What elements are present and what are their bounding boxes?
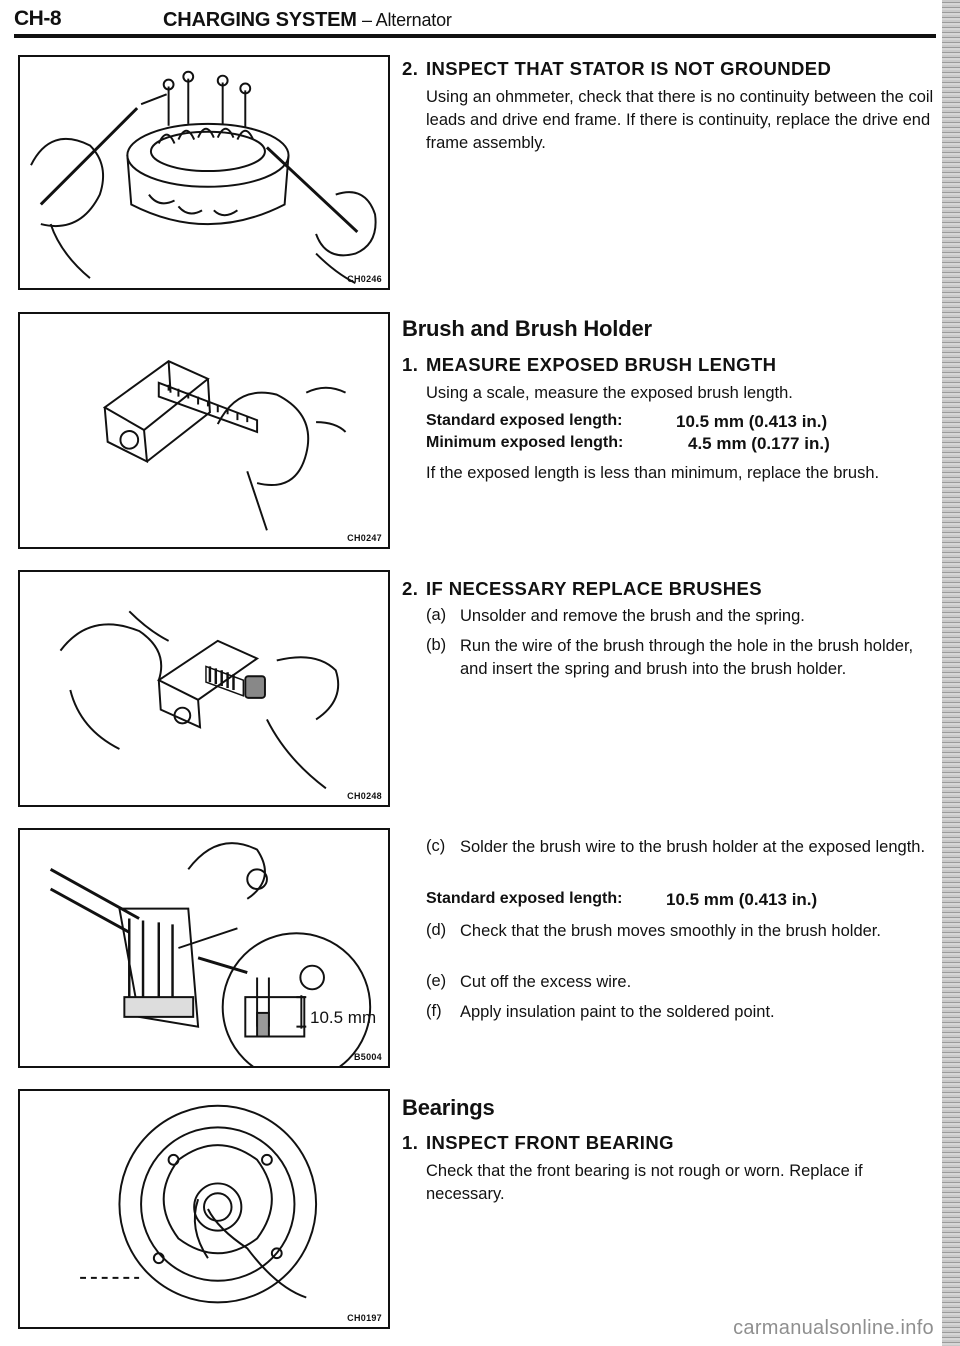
stator-step — [402, 58, 942, 168]
substep-e-text: Cut off the excess wire. — [460, 973, 632, 991]
figure-code-2: CH0247 — [347, 533, 382, 543]
stator-step-body: Using an ohmmeter, check that there is no continuity between the coil leads and drive end frame. If there is continuity, replace the drive end frame assembly. — [426, 88, 934, 152]
brush-step-1-body: Using a scale, measure the exposed brush length. — [426, 384, 793, 402]
substep-a-label: (a) — [426, 606, 447, 624]
figure-replace-brush — [18, 570, 390, 807]
spec-minimum-value: 4.5 mm (0.177 in.) — [688, 434, 830, 453]
spec-standard-label: Standard exposed length: — [426, 412, 623, 429]
brush-step-1-title: MEASURE EXPOSED BRUSH LENGTH — [426, 354, 777, 375]
bearing-step-title: INSPECT FRONT BEARING — [426, 1132, 674, 1153]
scan-edge — [942, 0, 960, 1346]
page-code: CH-8 — [14, 7, 62, 30]
substep-a-text: Unsolder and remove the brush and the spring. — [460, 607, 805, 625]
figure-measure-brush — [18, 312, 390, 549]
figure-code-4: B5004 — [353, 1052, 382, 1062]
bearing-step-number: 1. — [402, 1132, 419, 1153]
dimension-label: 10.5 mm — [310, 1008, 377, 1027]
spec-standard-value: 10.5 mm (0.413 in.) — [676, 412, 828, 431]
brush-step-1-note: If the exposed length is less than minimum, replace the brush. — [426, 464, 880, 482]
header-title-main: CHARGING SYSTEM — [163, 9, 357, 31]
bearing-illustration — [20, 1091, 388, 1327]
brush-measure-illustration — [20, 314, 388, 547]
brush-step-2-title: IF NECESSARY REPLACE BRUSHES — [426, 578, 763, 599]
substep-f-label: (f) — [426, 1002, 442, 1020]
brush-step-2-continued — [402, 836, 942, 1056]
watermark: carmanualsonline.info — [733, 1317, 934, 1339]
spec-solder-value: 10.5 mm (0.413 in.) — [666, 890, 818, 909]
substep-c-label: (c) — [426, 837, 446, 855]
brush-step-2 — [402, 578, 942, 708]
figure-stator-check — [18, 55, 390, 290]
substep-c-text: Solder the brush wire to the brush holder at the exposed length. — [460, 838, 926, 856]
substep-b-label: (b) — [426, 636, 447, 654]
stator-illustration — [20, 57, 388, 288]
header-title — [163, 9, 452, 32]
figure-code-5: CH0197 — [347, 1313, 382, 1323]
figure-front-bearing — [18, 1089, 390, 1329]
brush-replace-illustration — [20, 572, 388, 805]
brush-step-2-number: 2. — [402, 578, 419, 599]
substep-b-text: Run the wire of the brush through the hole in the brush holder, and insert the spring and brush into the brush holder. — [460, 637, 914, 678]
substep-d-label: (d) — [426, 921, 447, 939]
spec-solder-label: Standard exposed length: — [426, 890, 623, 907]
figure-solder-brush — [18, 828, 390, 1068]
substep-d-text: Check that the brush moves smoothly in the brush holder. — [460, 922, 881, 940]
substep-e-label: (e) — [426, 972, 447, 990]
substep-f-text: Apply insulation paint to the soldered point. — [460, 1003, 775, 1021]
brush-step-1 — [402, 354, 942, 514]
header-subtitle: – Alternator — [362, 10, 452, 30]
page-header — [0, 0, 960, 40]
spec-solder-length — [426, 890, 818, 909]
spec-minimum-length — [426, 434, 830, 453]
section-title-bearings: Bearings — [402, 1095, 495, 1120]
stator-step-title: INSPECT THAT STATOR IS NOT GROUNDED — [426, 58, 832, 79]
figure-code-3: CH0248 — [347, 791, 382, 801]
figure-code-1: CH0246 — [347, 274, 382, 284]
spec-minimum-label: Minimum exposed length: — [426, 434, 624, 451]
bearing-step-1 — [402, 1132, 942, 1212]
spec-standard-length — [426, 412, 828, 431]
header-rule — [14, 34, 936, 38]
brush-solder-illustration — [20, 830, 388, 1066]
stator-step-number: 2. — [402, 58, 419, 79]
brush-step-1-number: 1. — [402, 354, 419, 375]
section-title-brush: Brush and Brush Holder — [402, 316, 652, 341]
bearing-step-body: Check that the front bearing is not rough or worn. Replace if necessary. — [426, 1162, 863, 1203]
